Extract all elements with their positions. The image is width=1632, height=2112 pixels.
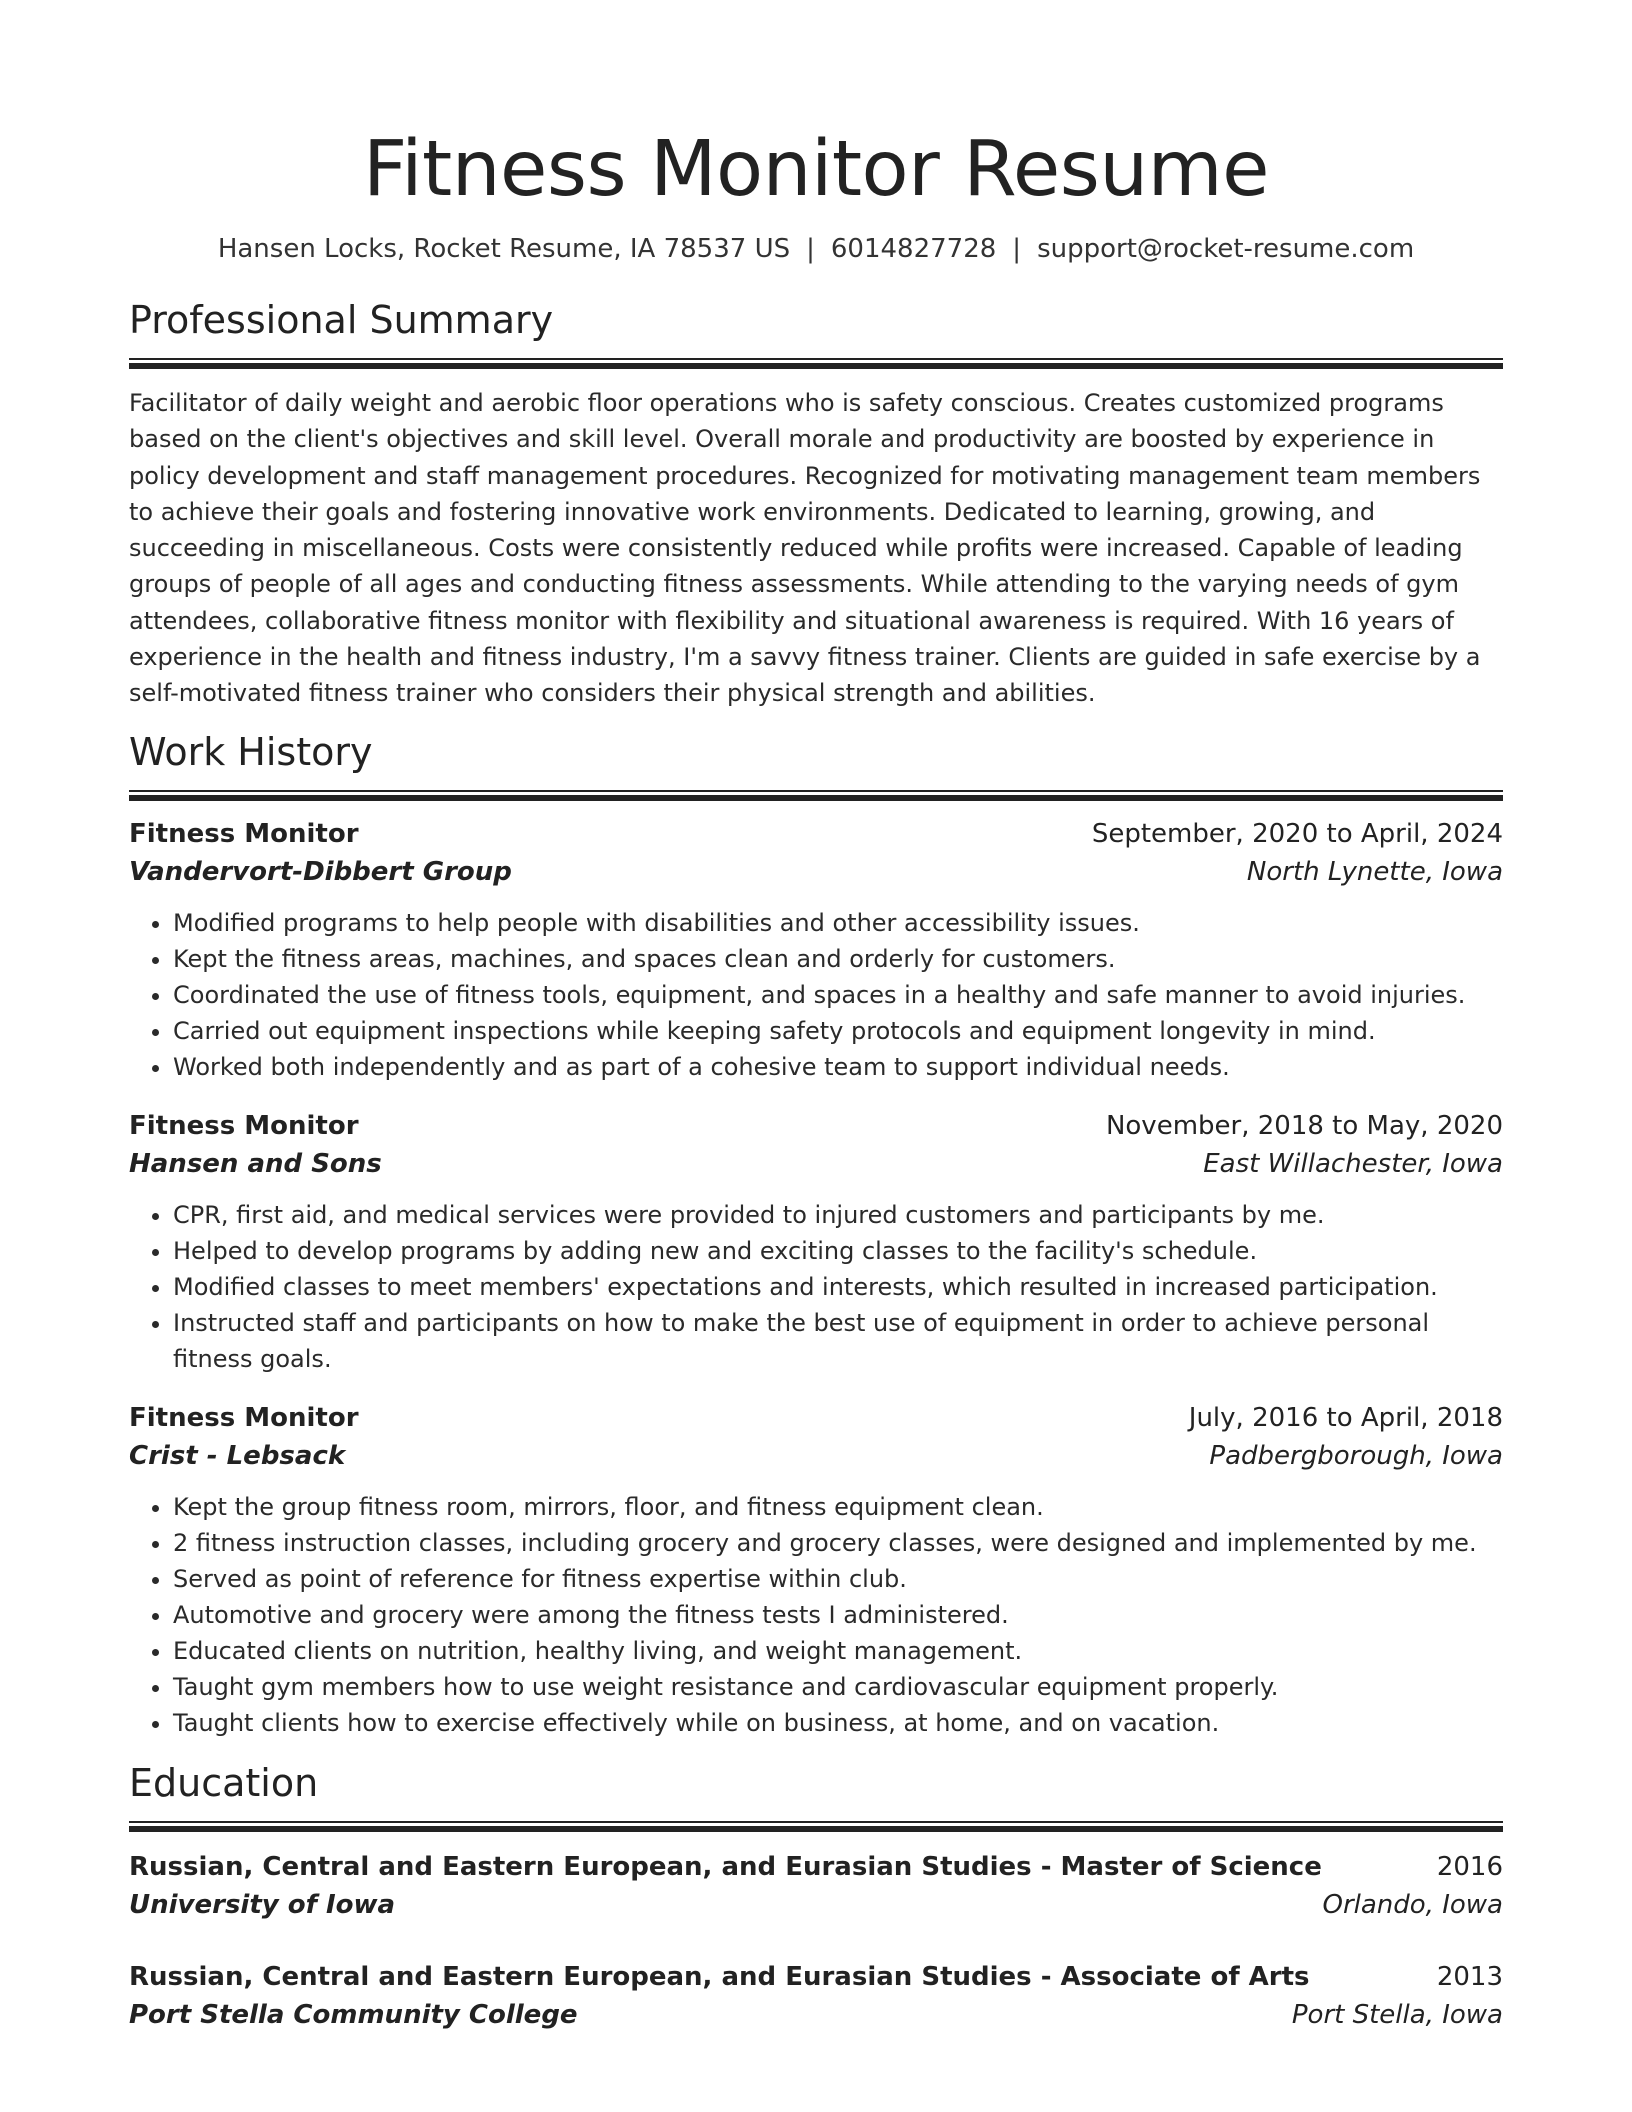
job-location: East Willachester, Iowa: [1203, 1148, 1503, 1179]
job-bullet: • Helped to develop programs by adding new and exciting classes to the facility's schedule.: [173, 1233, 1503, 1269]
job-entry: [129, 1107, 1503, 1377]
job-bullet: • CPR, first aid, and medical services were provided to injured customers and participants by me.: [173, 1197, 1503, 1233]
job-header-row: [129, 815, 1503, 853]
job-bullet: • Worked both independently and as part of a cohesive team to support individual needs.: [173, 1049, 1503, 1085]
job-bullet: • Educated clients on nutrition, healthy living, and weight management.: [173, 1633, 1503, 1669]
contact-email: support@rocket-resume.com: [1037, 234, 1415, 264]
job-dates: July, 2016 to April, 2018: [1188, 1402, 1503, 1433]
job-location: Padbergborough, Iowa: [1209, 1440, 1503, 1471]
job-bullets: [129, 1197, 1503, 1377]
contact-separator: |: [806, 234, 815, 264]
job-bullets: [129, 905, 1503, 1085]
section-heading-work-history: Work History: [129, 729, 373, 774]
resume-title: Fitness Monitor Resume: [362, 125, 1270, 214]
job-company-row: [129, 853, 1503, 891]
section-divider: [129, 358, 1503, 369]
job-bullet: • Served as point of reference for fitness expertise within club.: [173, 1561, 1503, 1597]
education-degree-row: [129, 1958, 1503, 1996]
section-divider: [129, 1821, 1503, 1832]
job-bullet: • Kept the fitness areas, machines, and spaces clean and orderly for customers.: [173, 941, 1503, 977]
education-year: 2013: [1436, 1961, 1503, 1992]
job-location: North Lynette, Iowa: [1246, 856, 1503, 887]
job-entry: [129, 815, 1503, 1085]
contact-address: Hansen Locks, Rocket Resume, IA 78537 US: [217, 234, 791, 264]
job-header-row: [129, 1399, 1503, 1437]
summary-section: [129, 296, 1503, 712]
job-company: Hansen and Sons: [129, 1148, 382, 1179]
job-dates: September, 2020 to April, 2024: [1091, 818, 1503, 849]
education-degree: Russian, Central and Eastern European, and Eurasian Studies - Master of Science: [129, 1851, 1322, 1882]
job-company-row: [129, 1437, 1503, 1475]
job-title: Fitness Monitor: [129, 1402, 359, 1433]
job-company: Vandervort-Dibbert Group: [129, 856, 512, 887]
job-header-row: [129, 1107, 1503, 1145]
education-entry: [129, 1848, 1503, 1924]
job-bullet: • Carried out equipment inspections while keeping safety protocols and equipment longevity in mind.: [173, 1013, 1503, 1049]
contact-line: [129, 232, 1503, 266]
education-section: [129, 1759, 1503, 2034]
education-location: Orlando, Iowa: [1322, 1889, 1503, 1920]
job-bullet: • Instructed staff and participants on how to make the best use of equipment in order to achieve personal fitness goals.: [173, 1305, 1503, 1377]
job-bullet: • Modified classes to meet members' expectations and interests, which resulted in increased participation.: [173, 1269, 1503, 1305]
section-heading-summary: Professional Summary: [129, 298, 554, 342]
job-bullet: • Taught clients how to exercise effectively while on business, at home, and on vacation.: [173, 1705, 1503, 1741]
job-bullet: • Coordinated the use of fitness tools, equipment, and spaces in a healthy and safe manner to avoid injuries.: [173, 977, 1503, 1013]
section-heading-education: Education: [129, 1760, 319, 1805]
education-entry: [129, 1958, 1503, 2034]
work-history-section: [129, 728, 1503, 1741]
job-company: Crist - Lebsack: [129, 1440, 346, 1471]
education-school: University of Iowa: [129, 1889, 396, 1920]
contact-phone: 6014827728: [830, 234, 997, 264]
education-degree: Russian, Central and Eastern European, and Eurasian Studies - Associate of Arts: [129, 1961, 1310, 1992]
education-school-row: [129, 1886, 1503, 1924]
job-bullet: • 2 fitness instruction classes, including grocery and grocery classes, were designed and implemented by me.: [173, 1525, 1503, 1561]
job-bullet: • Kept the group fitness room, mirrors, floor, and fitness equipment clean.: [173, 1489, 1503, 1525]
job-bullet: • Automotive and grocery were among the fitness tests I administered.: [173, 1597, 1503, 1633]
education-degree-row: [129, 1848, 1503, 1886]
summary-text: Facilitator of daily weight and aerobic floor operations who is safety conscious. Creates customized programs based on the client's objectives and skill level. Overall morale and productivity are boosted by experience in policy development and staff management procedures. Recognized for motivating management team members to achieve their goals and fostering innovative work environments. Dedicated to learning, growing, and succeeding in miscellaneous. Costs were consistently reduced while profits were increased. Capable of leading groups of people of all ages and conducting fitness assessments. While attending to the varying needs of gym attendees, collaborative fitness monitor with flexibility and situational awareness is required. With 16 years of experience in the health and fitness industry, I'm a savvy fitness trainer. Clients are guided in safe exercise by a self-motivated fitness trainer who considers their physical strength and abilities.: [129, 389, 1481, 708]
education-year: 2016: [1436, 1851, 1503, 1882]
job-bullet: • Taught gym members how to use weight resistance and cardiovascular equipment properly.: [173, 1669, 1503, 1705]
job-entry: [129, 1399, 1503, 1741]
job-title: Fitness Monitor: [129, 818, 359, 849]
job-dates: November, 2018 to May, 2020: [1105, 1110, 1503, 1141]
contact-separator: |: [1012, 234, 1022, 264]
section-divider: [129, 790, 1503, 801]
job-bullet: • Modified programs to help people with disabilities and other accessibility issues.: [173, 905, 1503, 941]
education-school: Port Stella Community College: [129, 1999, 578, 2030]
job-company-row: [129, 1145, 1503, 1183]
education-location: Port Stella, Iowa: [1291, 1999, 1503, 2030]
job-title: Fitness Monitor: [129, 1110, 359, 1141]
education-school-row: [129, 1996, 1503, 2034]
job-bullets: [129, 1489, 1503, 1741]
